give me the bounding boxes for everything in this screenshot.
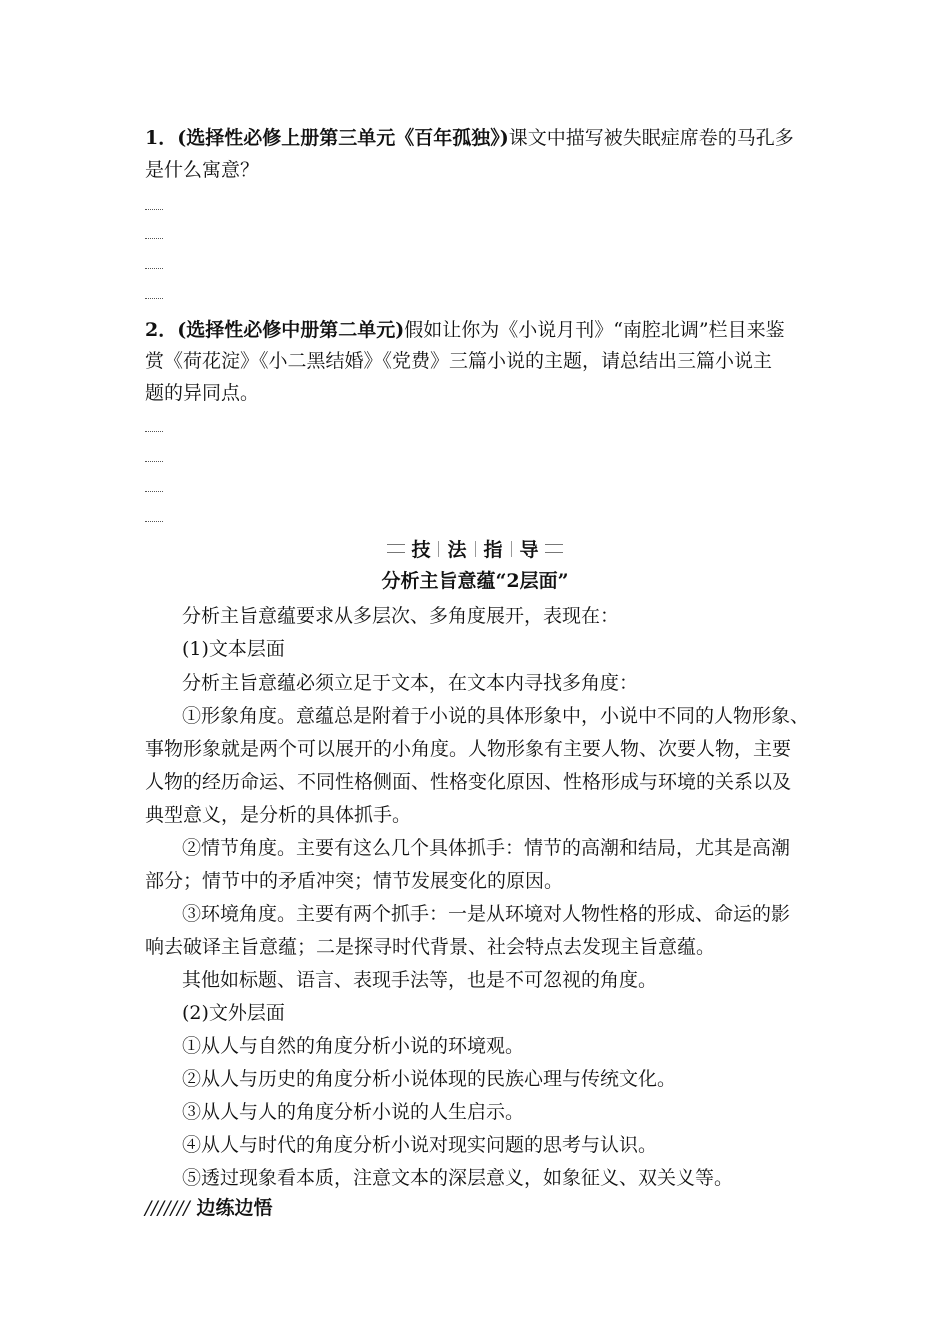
- list-item: ⑤透过现象看本质，注意文本的深层意义，如象征义、双关义等。: [182, 1167, 734, 1189]
- answer-line: [145, 268, 163, 269]
- paragraph-text: 其他如标题、语言、表现手法等，也是不可忽视的角度。: [182, 969, 658, 991]
- list-item: ①从人与自然的角度分析小说的环境观。: [182, 1035, 525, 1057]
- question-1-text: 课文中描写被失眠症席卷的马孔多: [508, 127, 794, 149]
- answer-line: [145, 238, 163, 239]
- question-2-line-3: 题的异同点。: [145, 382, 260, 404]
- banner-char: 导: [519, 539, 539, 561]
- question-2-number: 2．: [145, 319, 178, 341]
- question-2-line-2: 赏《荷花淀》《小二黑结婚》《党费》三篇小说的主题，请总结出三篇小说主: [145, 350, 773, 372]
- list-item: ③从人与人的角度分析小说的人生启示。: [182, 1101, 525, 1123]
- paragraph-text: 典型意义，是分析的具体抓手。: [145, 804, 412, 826]
- divider: [511, 541, 512, 557]
- answer-line: [145, 209, 163, 210]
- answer-line: [145, 431, 163, 432]
- banner-char: 指: [483, 539, 503, 561]
- banner-char: 技: [411, 539, 431, 561]
- paragraph-text: 事物形象就是两个可以展开的小角度。人物形象有主要人物、次要人物，主要: [145, 738, 792, 760]
- divider: [475, 541, 476, 557]
- paragraph-text: ②情节角度。主要有这么几个具体抓手：情节的高潮和结局，尤其是高潮: [182, 837, 791, 859]
- intro-text: 分析主旨意蕴要求从多层次、多角度展开，表现在：: [182, 605, 620, 627]
- left-decoration: [387, 544, 405, 553]
- question-2-source: (选择性必修中册第二单元): [177, 319, 405, 341]
- layer-1-title: (1)文本层面: [182, 638, 285, 660]
- layer-2-title: (2)文外层面: [182, 1002, 285, 1024]
- answer-line: [145, 491, 163, 492]
- paragraph-text: 人物的经历命运、不同性格侧面、性格变化原因、性格形成与环境的关系以及: [145, 771, 792, 793]
- layer-1-intro: 分析主旨意蕴必须立足于文本，在文本内寻找多角度：: [182, 672, 639, 694]
- question-2-text: 假如让你为《小说月刊》“南腔北调”栏目来鉴: [404, 319, 785, 341]
- question-1-line-1: [145, 126, 794, 150]
- slash-decoration: ///////: [145, 1197, 190, 1219]
- answer-line: [145, 521, 163, 522]
- answer-line: [145, 461, 163, 462]
- technique-banner: [0, 535, 950, 562]
- paragraph-text: ①形象角度。意蕴总是附着于小说的具体形象中，小说中不同的人物形象、: [182, 705, 810, 727]
- question-1-source: (选择性必修上册第三单元《百年孤独》): [177, 127, 509, 149]
- paragraph-text: ③环境角度。主要有两个抓手：一是从环境对人物性格的形成、命运的影: [182, 903, 791, 925]
- answer-line: [145, 298, 163, 299]
- question-1-number: 1．: [145, 127, 178, 149]
- banner-char: 法: [447, 539, 467, 561]
- paragraph-text: 部分；情节中的矛盾冲突；情节发展变化的原因。: [145, 870, 564, 892]
- practice-label: 边练边悟: [196, 1197, 273, 1219]
- list-item: ④从人与时代的角度分析小说对现实问题的思考与认识。: [182, 1134, 658, 1156]
- right-decoration: [545, 544, 563, 553]
- section-title: 分析主旨意蕴“2层面”: [381, 570, 569, 592]
- practice-heading: [145, 1196, 272, 1220]
- question-1-line-2: 是什么寓意？: [145, 159, 260, 181]
- list-item: ②从人与历史的角度分析小说体现的民族心理与传统文化。: [182, 1068, 677, 1090]
- question-2-line-1: [145, 318, 785, 342]
- paragraph-text: 响去破译主旨意蕴；二是探寻时代背景、社会特点去发现主旨意蕴。: [145, 936, 716, 958]
- divider: [438, 541, 439, 557]
